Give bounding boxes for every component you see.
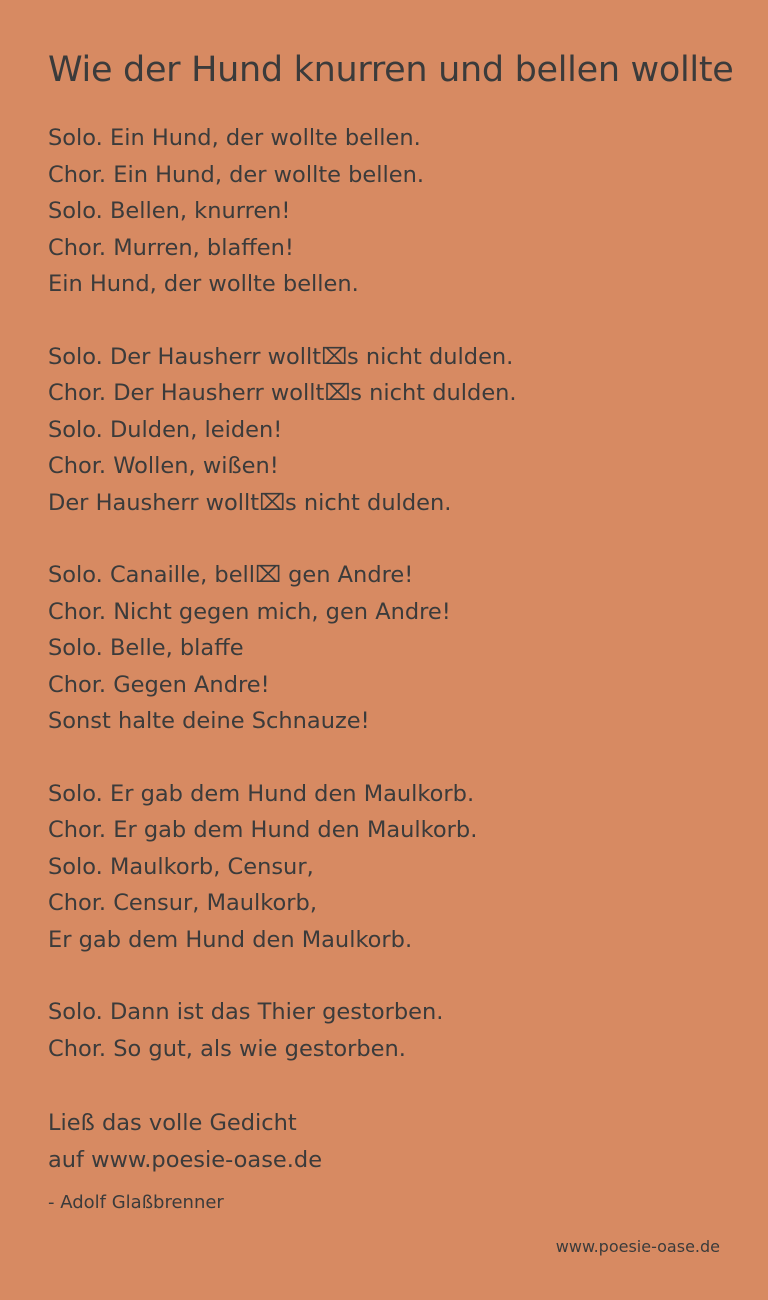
poem-line: Solo. Er gab dem Hund den Maulkorb. xyxy=(48,780,475,807)
poem-author: - Adolf Glaßbrenner xyxy=(48,1192,224,1213)
poem-line: Solo. Ein Hund, der wollte bellen. xyxy=(48,125,421,151)
poem-line: Solo. Belle, blaffe xyxy=(48,635,244,661)
poem-line: Chor. Er gab dem Hund den Maulkorb. xyxy=(48,817,478,843)
poem-line: Solo. Bellen, knurren! xyxy=(48,198,291,224)
website-footer: www.poesie-oase.de xyxy=(555,1237,720,1256)
stanza-3 xyxy=(48,557,738,740)
poem-line: Solo. Dann ist das Thier gestorben. xyxy=(48,999,444,1025)
poem-body xyxy=(48,120,738,1103)
stanza-1 xyxy=(48,120,738,303)
poem-line: Ein Hund, der wollte bellen. xyxy=(48,271,359,297)
cta-line: auf www.poesie-oase.de xyxy=(48,1147,323,1173)
poem-line: Solo. Dulden, leiden! xyxy=(48,416,283,443)
stanza-2 xyxy=(48,339,738,522)
stanza-4 xyxy=(48,776,738,959)
poem-line: Chor. Nicht gegen mich, gen Andre! xyxy=(48,598,451,625)
poem-line: Solo. Maulkorb, Censur, xyxy=(48,853,314,880)
poem-line: Er gab dem Hund den Maulkorb. xyxy=(48,926,413,953)
stanza-5 xyxy=(48,994,738,1067)
poem-line: Der Hausherr wollt⌧s nicht dulden. xyxy=(48,489,452,516)
read-full-poem-note xyxy=(48,1105,322,1179)
poem-line: Chor. So gut, als wie gestorben. xyxy=(48,1035,406,1062)
poem-line: Solo. Canaille, bell⌧ gen Andre! xyxy=(48,562,414,588)
cta-line: Ließ das volle Gedicht xyxy=(48,1110,297,1136)
poem-title: Wie der Hund knurren und bellen wollte xyxy=(48,50,734,90)
poem-line: Chor. Ein Hund, der wollte bellen. xyxy=(48,161,425,188)
poem-line: Sonst halte deine Schnauze! xyxy=(48,708,370,734)
poem-line: Chor. Censur, Maulkorb, xyxy=(48,890,317,916)
poem-line: Chor. Gegen Andre! xyxy=(48,671,270,698)
poem-line: Solo. Der Hausherr wollt⌧s nicht dulden. xyxy=(48,343,514,370)
poem-line: Chor. Der Hausherr wollt⌧s nicht dulden. xyxy=(48,380,517,406)
poem-line: Chor. Wollen, wißen! xyxy=(48,453,279,479)
poem-line: Chor. Murren, blaffen! xyxy=(48,234,294,261)
